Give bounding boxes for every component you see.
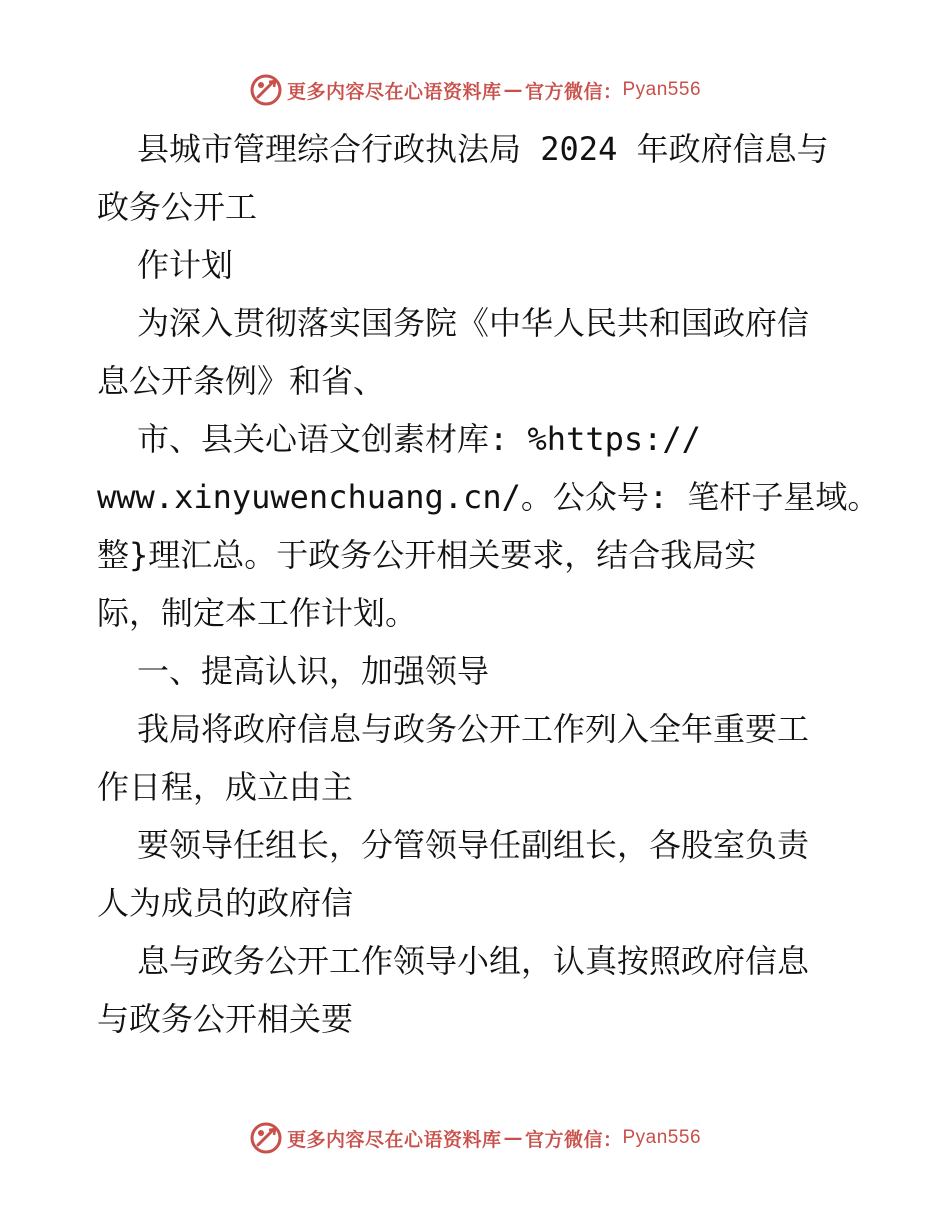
body-line: 县城市管理综合行政执法局 2024 年政府信息与 [137, 130, 829, 168]
banner-dash: — [503, 79, 523, 101]
banner-wechat-label: 官方微信： [524, 1128, 623, 1151]
body-line: 要领导任组长，分管领导任副组长，各股室负责 [137, 826, 810, 864]
banner-wechat-id: Pyan556 [622, 79, 702, 100]
section-heading: 一、提高认识，加强领导 [137, 652, 490, 690]
document-body [97, 120, 880, 1048]
body-line: 息公开条例》和省、 [97, 362, 386, 400]
body-line: 人为成员的政府信 [97, 884, 354, 922]
banner-dash: — [503, 1127, 523, 1149]
header-banner [0, 70, 950, 110]
body-line: 作计划 [137, 246, 234, 284]
banner-brand-text: 更多内容尽在心语资料库 [286, 80, 502, 103]
banner-wechat-id: Pyan556 [622, 1127, 702, 1148]
banner-brand-text: 更多内容尽在心语资料库 [286, 1128, 502, 1151]
body-line: 息与政务公开工作领导小组，认真按照政府信息 [137, 942, 810, 980]
body-line: 政务公开工 [97, 188, 258, 226]
body-line: 作日程，成立由主 [97, 768, 354, 806]
body-line: 与政务公开相关要 [97, 1000, 354, 1038]
body-line: 市、县关心语文创素材库: %https:// [137, 420, 701, 458]
body-line: 为深入贯彻落实国务院《中华人民共和国政府信 [137, 304, 810, 342]
brand-logo-icon [249, 1121, 283, 1155]
banner-wechat-label: 官方微信： [524, 80, 623, 103]
body-line: 整}理汇总。于政务公开相关要求，结合我局实 [97, 536, 757, 574]
footer-banner [0, 1118, 950, 1158]
body-line: www.xinyuwenchuang.cn/。公众号: 笔杆子星域。 [97, 478, 880, 516]
body-line: 我局将政府信息与政务公开工作列入全年重要工 [137, 710, 810, 748]
body-line: 际，制定本工作计划。 [97, 594, 418, 632]
brand-logo-icon [249, 73, 283, 107]
